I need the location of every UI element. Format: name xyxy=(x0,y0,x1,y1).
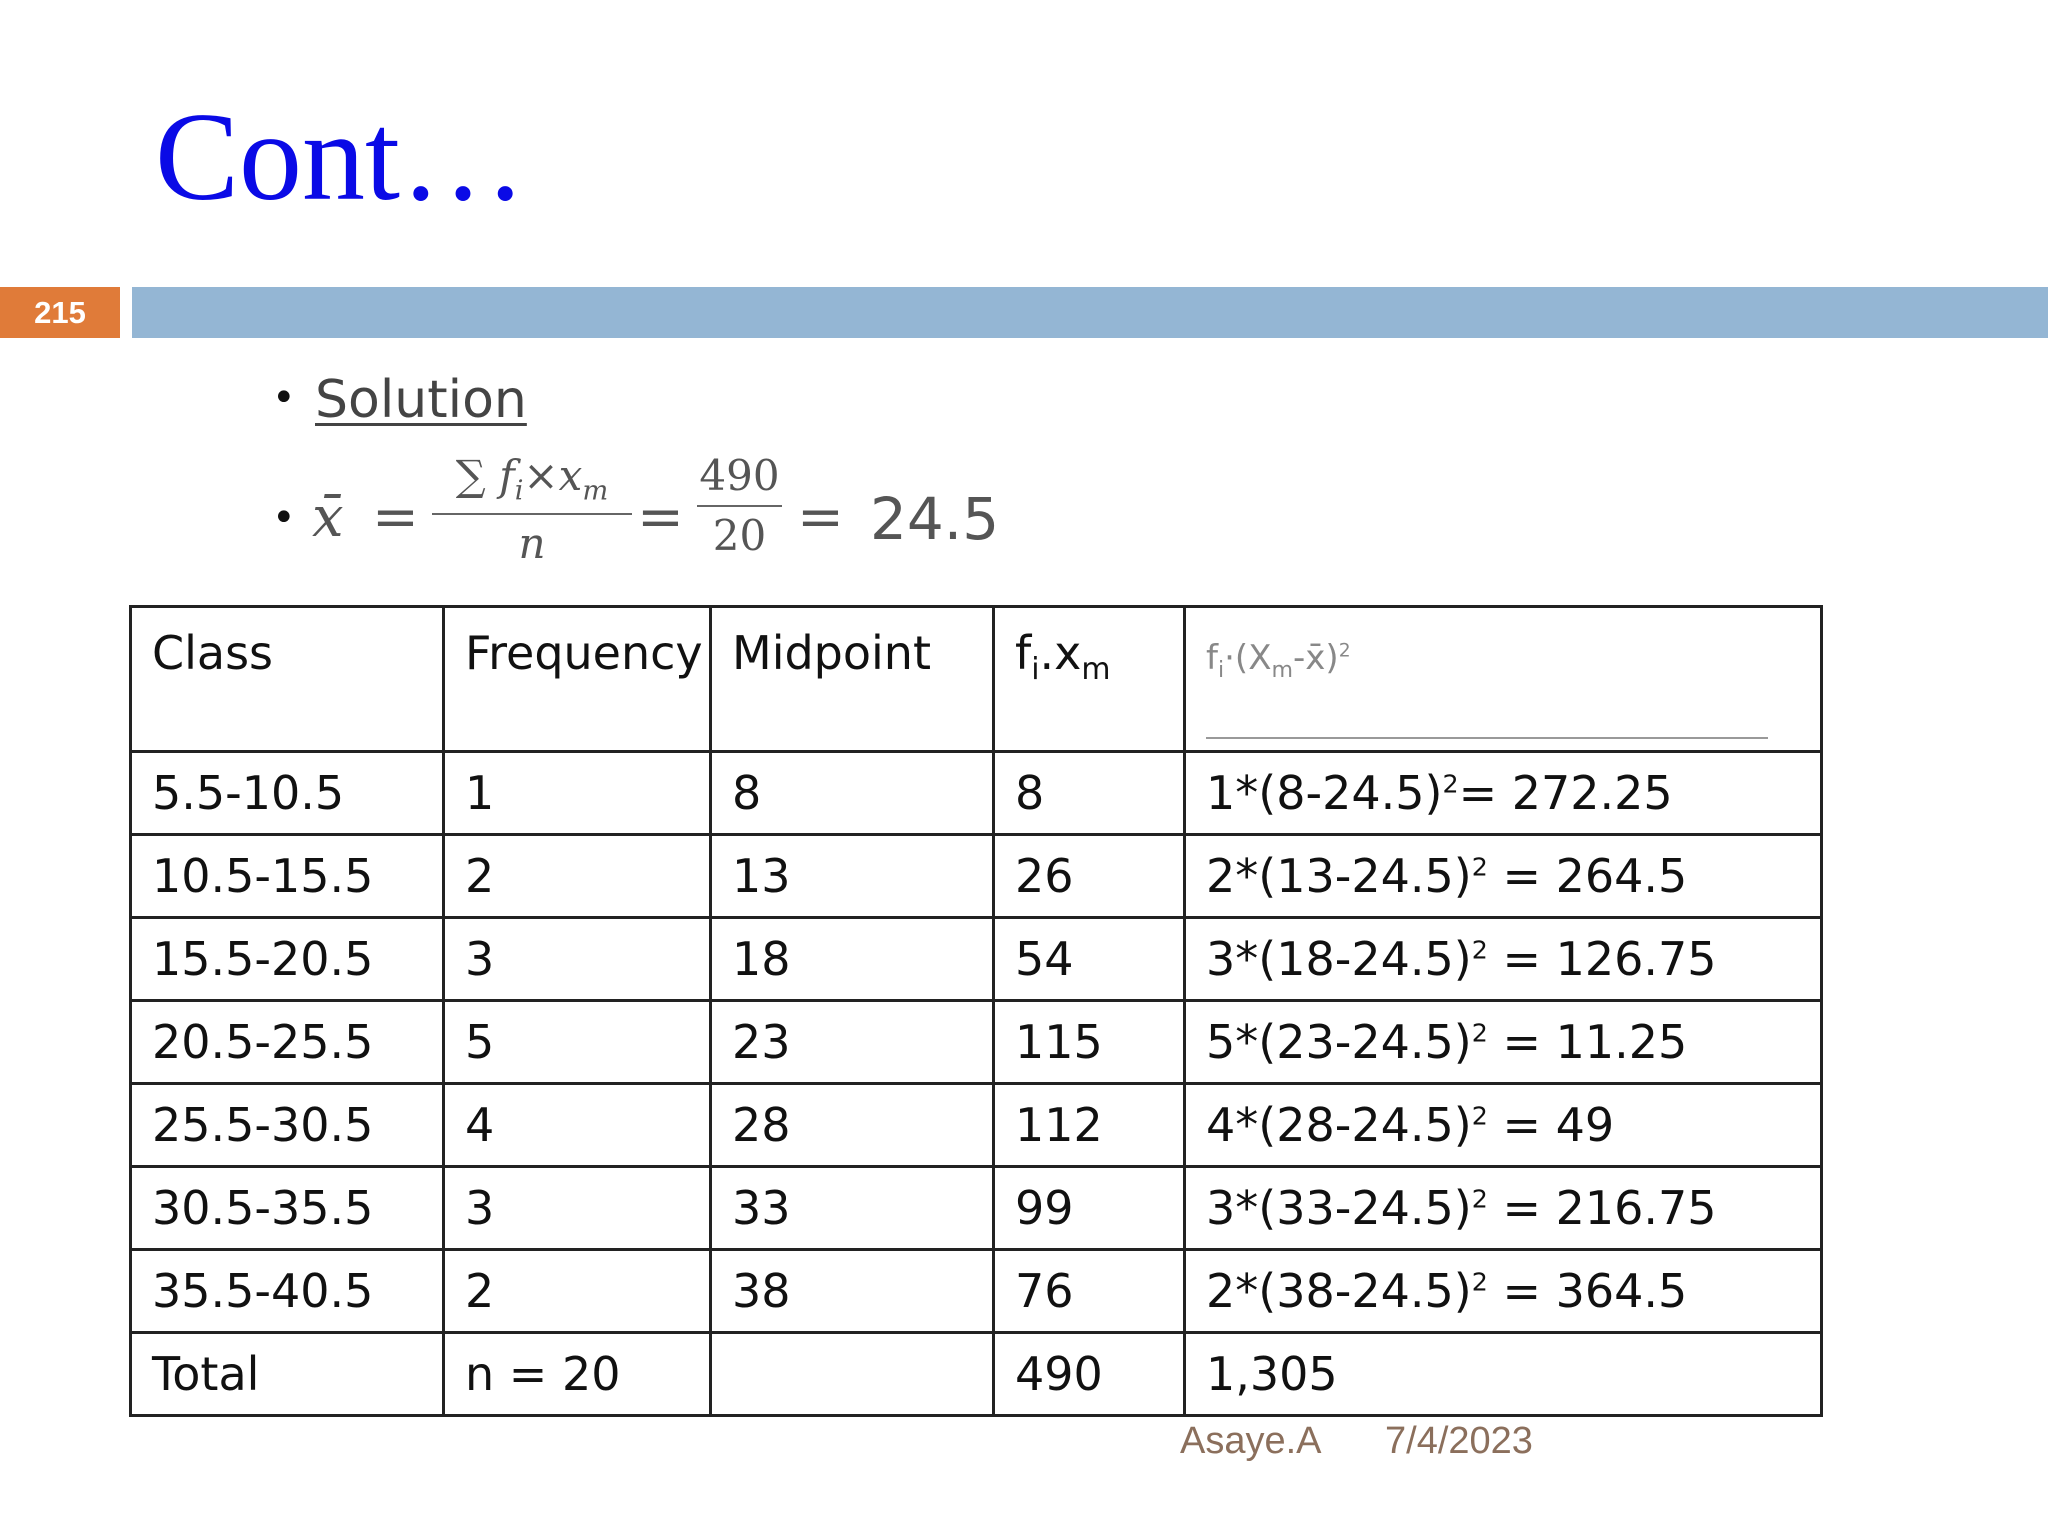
header-midpoint: Midpoint xyxy=(711,607,994,752)
cell-deviation: $1*(8-24.5)^2= 272.25$ xyxy=(1185,752,1822,835)
table-row xyxy=(131,1084,1822,1167)
cell-class: 35.5-40.5 xyxy=(131,1250,444,1333)
value-denominator: 20 xyxy=(712,511,767,560)
page-number-badge: 215 xyxy=(0,287,120,338)
solution-heading: Solution xyxy=(315,370,527,430)
value-numerator: 490 xyxy=(699,451,780,500)
footer-date: 7/4/2023 xyxy=(1385,1420,1533,1462)
cell-total-frequency: n = 20 xyxy=(444,1333,711,1416)
cell-fx: 112 xyxy=(994,1084,1185,1167)
table-row xyxy=(131,835,1822,918)
equals-sign: = xyxy=(797,485,844,550)
cell-total-midpoint xyxy=(711,1333,994,1416)
header-frequency: Frequency xyxy=(444,607,711,752)
cell-frequency: 1 xyxy=(444,752,711,835)
cell-midpoint: 33 xyxy=(711,1167,994,1250)
cell-fx: 54 xyxy=(994,918,1185,1001)
cell-midpoint: 13 xyxy=(711,835,994,918)
cell-frequency: 4 xyxy=(444,1084,711,1167)
cell-total-deviation: 1,305 xyxy=(1185,1333,1822,1416)
table-header-row xyxy=(131,607,1822,752)
footer-author: Asaye.A xyxy=(1180,1420,1322,1462)
cell-class: 20.5-25.5 xyxy=(131,1001,444,1084)
mean-formula xyxy=(272,451,1032,585)
cell-class: 10.5-15.5 xyxy=(131,835,444,918)
bullet-icon: • xyxy=(272,495,296,541)
cell-frequency: 2 xyxy=(444,835,711,918)
cell-fx: 76 xyxy=(994,1250,1185,1333)
header-class: Class xyxy=(131,607,444,752)
cell-frequency: 5 xyxy=(444,1001,711,1084)
mean-symbol: x̄ xyxy=(312,485,344,550)
cell-class: 30.5-35.5 xyxy=(131,1167,444,1250)
fraction-bar xyxy=(432,513,632,515)
cell-class: 15.5-20.5 xyxy=(131,918,444,1001)
value-fraction xyxy=(697,451,782,560)
cell-midpoint: 28 xyxy=(711,1084,994,1167)
cell-class: 5.5-10.5 xyxy=(131,752,444,835)
cell-midpoint: 38 xyxy=(711,1250,994,1333)
sum-denominator: n xyxy=(518,518,546,568)
cell-midpoint: 8 xyxy=(711,752,994,835)
cell-fx: 8 xyxy=(994,752,1185,835)
table-row xyxy=(131,1167,1822,1250)
cell-deviation: $3*(33-24.5)^2 = 216.75$ xyxy=(1185,1167,1822,1250)
table-row xyxy=(131,752,1822,835)
cell-fx: 26 xyxy=(994,835,1185,918)
cell-deviation: $3*(18-24.5)^2 = 126.75$ xyxy=(1185,918,1822,1001)
cell-deviation: $4*(28-24.5)^2 = 49$ xyxy=(1185,1084,1822,1167)
equals-sign: = xyxy=(637,485,684,550)
title-divider-bar xyxy=(132,287,2048,338)
cell-class: 25.5-30.5 xyxy=(131,1084,444,1167)
table-total-row xyxy=(131,1333,1822,1416)
header-fx: $f_i.x_m$ xyxy=(994,607,1185,752)
cell-frequency: 3 xyxy=(444,1167,711,1250)
equals-sign: = xyxy=(372,485,419,550)
cell-deviation: $5*(23-24.5)^2 = 11.25$ xyxy=(1185,1001,1822,1084)
cell-deviation: $2*(13-24.5)^2 = 264.5$ xyxy=(1185,835,1822,918)
bullet-icon: • xyxy=(272,375,296,421)
sum-numerator: ∑ $f_i\times x_m$ xyxy=(455,451,609,507)
cell-fx: 99 xyxy=(994,1167,1185,1250)
table-row xyxy=(131,1001,1822,1084)
table-row xyxy=(131,918,1822,1001)
table-row xyxy=(131,1250,1822,1333)
cell-deviation: $2*(38-24.5)^2 = 364.5$ xyxy=(1185,1250,1822,1333)
sum-fraction xyxy=(432,451,632,568)
frequency-table xyxy=(129,605,1823,1417)
cell-total-fx: 490 xyxy=(994,1333,1185,1416)
fraction-bar xyxy=(697,505,782,507)
mean-result: 24.5 xyxy=(870,485,1000,553)
cell-midpoint: 23 xyxy=(711,1001,994,1084)
cell-frequency: 3 xyxy=(444,918,711,1001)
cell-midpoint: 18 xyxy=(711,918,994,1001)
slide-title: Cont… xyxy=(155,88,527,227)
cell-frequency: 2 xyxy=(444,1250,711,1333)
cell-total-label: Total xyxy=(131,1333,444,1416)
header-squared-deviation: $f_i\cdot(X_m-x̄)^2$ xyxy=(1185,607,1822,752)
cell-fx: 115 xyxy=(994,1001,1185,1084)
